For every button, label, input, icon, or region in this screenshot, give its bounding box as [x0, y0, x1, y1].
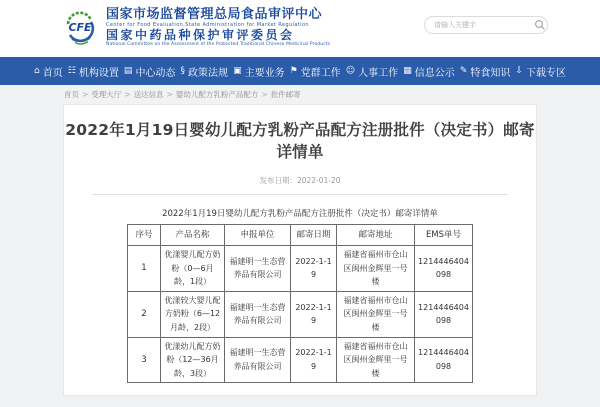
- site-search: [424, 16, 548, 34]
- svg-text:CFE: CFE: [68, 21, 92, 34]
- search-icon[interactable]: [534, 19, 546, 31]
- table-cell: 福建明一生态营养品有限公司: [225, 291, 291, 337]
- table-cell: 福建明一生态营养品有限公司: [225, 246, 291, 292]
- cfe-logo-icon: [64, 8, 96, 48]
- nav-item-label: 政策法规: [188, 67, 228, 79]
- nav-item-label: 首页: [42, 67, 63, 79]
- nav-item-3[interactable]: [124, 64, 176, 79]
- publish-date-value: 2022-01-20: [296, 176, 341, 185]
- table-caption: 2022年1月19日婴幼儿配方乳粉产品配方注册批件（决定书）邮寄详情单: [162, 209, 438, 219]
- table-row: [128, 246, 473, 292]
- breadcrumb-item-3[interactable]: 送达信息: [133, 90, 164, 99]
- site-logo-block[interactable]: [64, 8, 330, 48]
- table-row: [128, 291, 473, 337]
- download-icon: ⇩: [515, 66, 523, 76]
- table-cell: 1214446404098: [415, 337, 473, 383]
- breadcrumb-separator: >: [82, 90, 89, 99]
- nav-item-6[interactable]: [290, 64, 341, 79]
- org-titles: [106, 8, 330, 47]
- news-icon: ▤: [123, 66, 133, 76]
- table-col-header: 邮寄地址: [337, 225, 415, 246]
- table-cell: 福建省福州市仓山区闽州金辉里一号楼: [337, 337, 415, 383]
- table-cell: 优漾幼儿配方奶粉（12—36月龄，3段）: [161, 337, 225, 383]
- nav-item-5[interactable]: [233, 64, 285, 79]
- publish-date-line: [64, 175, 536, 186]
- page-title: 2022年1月19日婴幼儿配方乳粉产品配方注册批件（决定书）邮寄详情单: [65, 121, 535, 161]
- nav-item-label: 主要业务: [244, 67, 285, 79]
- table-cell: 1214446404098: [415, 291, 473, 337]
- table-cell: 2022-1-19: [291, 337, 337, 383]
- breadcrumb-separator: >: [124, 90, 131, 99]
- title-divider: [92, 194, 508, 195]
- knowledge-icon: ✎: [459, 66, 468, 76]
- org-structure-icon: ☷: [67, 66, 76, 76]
- content-card: [63, 104, 537, 396]
- table-col-header: 申报单位: [225, 225, 291, 246]
- nav-item-label: 中心动态: [135, 67, 176, 79]
- table-col-header: EMS单号: [415, 225, 473, 246]
- nav-item-label: 机构设置: [78, 67, 119, 79]
- breadcrumb-separator: >: [261, 90, 268, 99]
- nav-item-label: 人事工作: [358, 67, 399, 79]
- org-name-en-2: National Committee on the Assessment of the Protected Traditional Chinese Medicinal Products: [106, 41, 331, 47]
- table-cell: 2: [128, 291, 161, 337]
- mailing-table: [127, 224, 473, 383]
- person-icon: ☺: [345, 66, 356, 76]
- table-cell: 1214446404098: [415, 246, 473, 292]
- publish-date-label: 发布日期：: [259, 176, 297, 185]
- table-cell: 3: [128, 337, 161, 383]
- table-cell: 福建省福州市仓山区闽州金辉里一号楼: [337, 291, 415, 337]
- table-row: [128, 337, 473, 383]
- org-name-en-1: Center for Food Evaluation,State Administration for Market Regulation: [106, 22, 309, 29]
- table-cell: 福建省福州市仓山区闽州金辉里一号楼: [337, 246, 415, 292]
- table-cell: 2022-1-19: [291, 291, 337, 337]
- nav-item-1[interactable]: [34, 64, 63, 79]
- table-cell: 2022-1-19: [291, 246, 337, 292]
- nav-item-7[interactable]: [346, 64, 398, 79]
- breadcrumb-item-2[interactable]: 受理大厅: [91, 90, 122, 99]
- table-header-row: [128, 225, 473, 246]
- nav-item-9[interactable]: [460, 64, 511, 79]
- nav-item-label: 信息公示: [414, 67, 455, 79]
- main-nav: [0, 57, 600, 85]
- table-cell: 优漾婴儿配方奶粉（0—6月龄，1段）: [161, 246, 225, 292]
- breadcrumb: [0, 85, 600, 104]
- nav-item-10[interactable]: [515, 64, 566, 79]
- breadcrumb-item-5[interactable]: 批件邮寄: [270, 90, 301, 99]
- nav-item-2[interactable]: [68, 64, 119, 79]
- law-icon: §: [180, 66, 185, 76]
- org-name-cn-2: 国家中药品种保护审评委员会: [106, 28, 295, 43]
- nav-item-label: 特食知识: [470, 67, 511, 79]
- table-col-header: 邮寄日期: [291, 225, 337, 246]
- breadcrumb-separator: >: [166, 90, 173, 99]
- business-icon: ▣: [233, 66, 242, 76]
- site-header: [0, 0, 600, 57]
- search-input[interactable]: [425, 21, 534, 29]
- info-disclosure-icon: ▦: [403, 66, 412, 76]
- breadcrumb-item-4[interactable]: 婴幼儿配方乳粉产品配方: [175, 90, 259, 99]
- nav-item-label: 党群工作: [300, 67, 341, 79]
- org-name-cn-1: 国家市场监督管理总局食品审评中心: [106, 7, 323, 23]
- nav-item-8[interactable]: [403, 64, 455, 79]
- home-icon: ⌂: [34, 66, 40, 76]
- table-cell: 优漾较大婴儿配方奶粉（6—12月龄，2段）: [161, 291, 225, 337]
- table-cell: 1: [128, 246, 161, 292]
- nav-item-4[interactable]: [181, 64, 229, 79]
- table-col-header: 序号: [128, 225, 161, 246]
- table-col-header: 产品名称: [161, 225, 225, 246]
- breadcrumb-item-1[interactable]: 首页: [64, 90, 79, 99]
- nav-item-label: 下载专区: [525, 67, 566, 79]
- table-cell: 福建明一生态营养品有限公司: [225, 337, 291, 383]
- party-flag-icon: ⚑: [289, 66, 298, 76]
